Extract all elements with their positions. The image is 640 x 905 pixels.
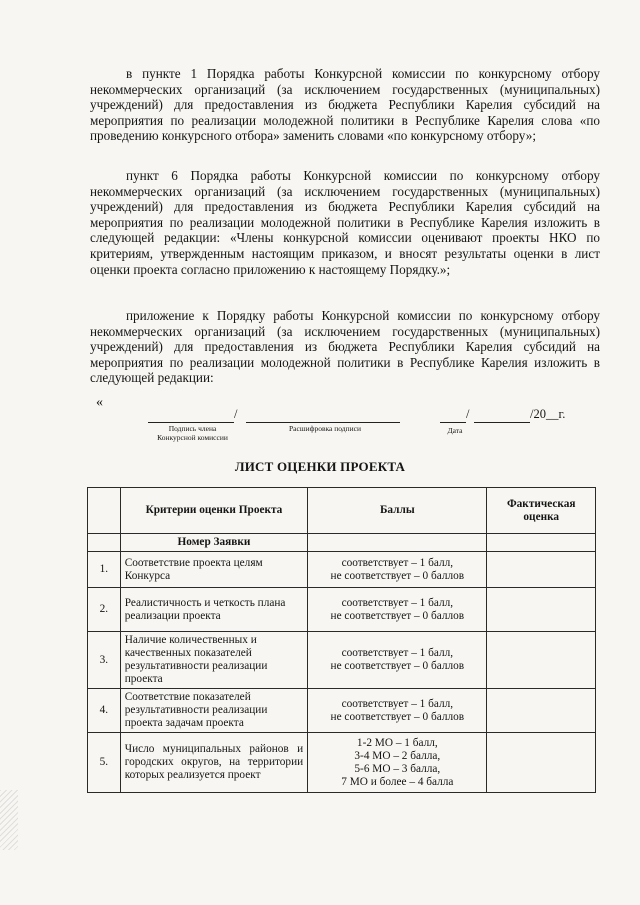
table-header-row	[88, 488, 596, 534]
header-points: Баллы	[308, 488, 487, 534]
date-month-line	[474, 408, 530, 423]
actual-score-cell[interactable]	[487, 588, 596, 632]
paragraph-point-6: пункт 6 Порядка работы Конкурсной комиссии по конкурсному отбору некоммерческих организаций (за исключением государственных (муниципальных) учреждений) для предоставления из бюджета Республики Карелия субсидий на мероприятия по реализации молодежной политики в Республике Карелия изложить в следующей редакции: «Члены конкурсной комиссии оценивают проекты НКО по критериям, утвержденным настоящим приказом, и вносят результаты оценки в лист оценки проекта согласно приложению к настоящему Порядку.»;	[90, 168, 600, 277]
row-points	[308, 552, 487, 588]
table-row	[88, 588, 596, 632]
row-criterion: Соответствие показателей результативности реализации проекта задачам проекта	[120, 689, 307, 733]
paragraph-appendix: приложение к Порядку работы Конкурсной комиссии по конкурсному отбору некоммерческих организаций (за исключением государственных (муниципальных) учреждений) для предоставления из бюджета Республики Карелия субсидий на мероприятия по реализации молодежной политики в Республике Карелия изложить в следующей редакции:	[90, 308, 600, 386]
paragraph-point-1: в пункте 1 Порядка работы Конкурсной комиссии по конкурсному отбору некоммерческих организаций (за исключением государственных (муниципальных) учреждений) для предоставления из бюджета Республики Карелия субсидий на мероприятия по реализации молодежной политики в Республике Карелия слова «по проведению конкурсного отбора» заменить словами «по конкурсному отбору»;	[90, 66, 600, 144]
points-line: 5-6 МО – 3 балла,	[354, 762, 441, 775]
subheader-points-cell	[308, 534, 487, 552]
points-line: не соответствует – 0 баллов	[330, 660, 465, 672]
table-row	[88, 632, 596, 689]
row-criterion: Соответствие проекта целям Конкурса	[120, 552, 307, 588]
header-criteria: Критерии оценки Проекта	[120, 488, 307, 534]
points-line: не соответствует – 0 баллов	[330, 569, 465, 582]
row-points	[308, 733, 487, 793]
points-line: 7 МО и более – 4 балла	[341, 775, 454, 788]
table-row	[88, 552, 596, 588]
points-line: соответствует – 1 балл,	[341, 556, 454, 569]
evaluation-table	[87, 487, 596, 793]
member-caption	[145, 424, 240, 442]
row-number: 5.	[88, 733, 121, 793]
header-num-cell	[88, 488, 121, 534]
signature-slash: /	[234, 407, 238, 421]
member-caption-line-1: Подпись члена	[168, 424, 217, 433]
points-line: соответствует – 1 балл,	[341, 697, 454, 710]
member-caption-line-2: Конкурсной комиссии	[157, 433, 228, 442]
row-points	[308, 632, 487, 689]
date-year: /20__г.	[530, 407, 566, 421]
actual-score-cell[interactable]	[487, 689, 596, 733]
table-row	[88, 733, 596, 793]
header-actual: Фактическая оценка	[487, 488, 596, 534]
application-number-row	[88, 534, 596, 552]
decode-signature-line	[246, 408, 400, 423]
row-criterion: Наличие количественных и качественных показателей результативности реализации проекта	[120, 632, 307, 689]
opening-quote: «	[96, 395, 103, 410]
points-line: 3-4 МО – 2 балла,	[354, 749, 441, 762]
row-criterion: Число муниципальных районов и городских округов, на территории которых реализуется проект	[120, 733, 307, 793]
points-line: не соответствует – 0 баллов	[330, 609, 465, 622]
table-row	[88, 689, 596, 733]
row-number: 2.	[88, 588, 121, 632]
row-points	[308, 588, 487, 632]
scan-artifact	[0, 790, 18, 850]
evaluation-sheet-title: ЛИСТ ОЦЕНКИ ПРОЕКТА	[234, 459, 406, 474]
row-number: 4.	[88, 689, 121, 733]
points-line: соответствует – 1 балл,	[341, 647, 454, 659]
points-line: 1-2 МО – 1 балл,	[356, 736, 438, 749]
date-caption: Дата	[447, 426, 463, 435]
subheader-actual-cell	[487, 534, 596, 552]
date-day-line	[440, 408, 466, 423]
points-line: соответствует – 1 балл,	[341, 596, 454, 609]
actual-score-cell[interactable]	[487, 632, 596, 689]
decode-caption: Расшифровка подписи	[289, 424, 361, 433]
member-signature-line	[148, 408, 234, 423]
actual-score-cell[interactable]	[487, 733, 596, 793]
application-number-label: Номер Заявки	[120, 534, 307, 552]
row-criterion: Реалистичность и четкость плана реализации проекта	[120, 588, 307, 632]
row-points	[308, 689, 487, 733]
signature-block	[0, 406, 640, 446]
subheader-num-cell	[88, 534, 121, 552]
points-line: не соответствует – 0 баллов	[330, 710, 465, 723]
row-number: 1.	[88, 552, 121, 588]
row-number: 3.	[88, 632, 121, 689]
date-slash: /	[466, 407, 470, 421]
actual-score-cell[interactable]	[487, 552, 596, 588]
